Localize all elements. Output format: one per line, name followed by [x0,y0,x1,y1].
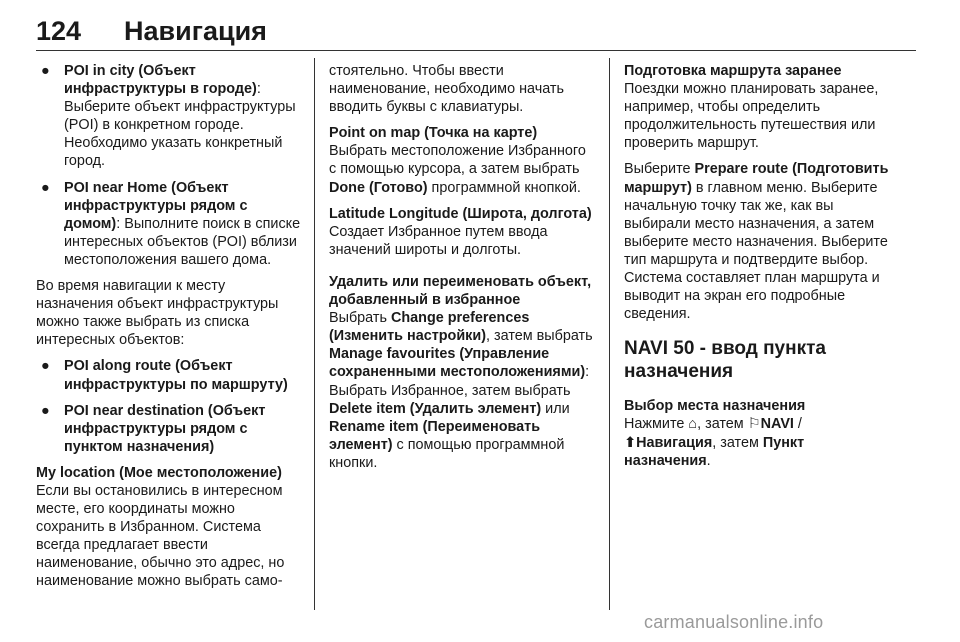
bold-term: Пункт назначения [624,434,805,469]
paragraph [329,142,597,196]
bold-term: Prepare route (Подготовить маршрут) [624,161,889,196]
bold-term: Rename item (Переименовать элемент) [329,418,541,453]
column-divider-1 [314,58,315,610]
watermark-link[interactable]: carmanualsonline.info [644,612,824,632]
paragraph: Если вы остановились в интересном месте, его координаты можно сохранить в Избранном. Система всегда предлагает ввести наименование, обычно это адрес, но наименование можно выбрать само- [36,482,285,590]
bold-term: NAVI [760,416,794,433]
poi-route-list [36,357,302,455]
section-heading: Выбор места назначения [624,398,806,415]
bold-term: Manage favourites (Управление сохраненными местоположениями) [329,346,586,381]
paragraph: Поездки можно планировать заранее, например, чтобы определить продолжительность путешествия или проверить маршрут. [624,81,879,152]
text: , затем [712,434,763,451]
paragraph: стоятельно. Чтобы ввести наименование, необходимо начать вводить буквы с клавиатуры. [329,63,564,116]
list-item-title: POI near Home (Объект инфраструктуры рядом с домом) [64,179,248,232]
bold-term: Done (Готово) [329,179,428,196]
column-1 [36,62,302,599]
poi-options-list [36,62,302,269]
bullet: ● [41,402,50,419]
home-icon: ⌂ [688,416,698,433]
paragraph [329,309,597,472]
bold-term: Delete item (Удалить элемент) [329,400,542,417]
list-item-title: POI in city (Объект инфраструктуры в городе) [64,63,257,98]
list-item [36,179,302,269]
page-header [36,16,916,50]
list-item-text: : Выполните поиск в списке интересных объектов (POI) вблизи местоположения вашего дома. [64,215,301,268]
paragraph [624,415,892,469]
flag-icon: ⚐ [747,416,761,433]
text: или [541,400,570,417]
text: . [706,452,711,469]
text: с помощью программной кнопки. [329,436,565,471]
page-number: 124 [36,16,82,46]
bullet: ● [41,358,50,375]
navigation-arrow-icon: ⬆ [624,434,637,451]
bold-term: Навигация [636,434,713,451]
list-item-title: POI near destination (Объект инфраструктуры рядом с пунктом назначения) [64,402,266,455]
column-2 [329,62,597,480]
header-rule [36,50,916,51]
text: программной кнопкой. [427,179,581,196]
column-divider-2 [609,58,610,610]
section-heading: My location (Мое местоположение) [36,464,282,481]
bold-term: Change preferences (Изменить настройки) [329,310,530,345]
paragraph: Во время навигации к месту назначения объект инфраструктуры можно также выбрать из списка интересных объектов: [36,278,279,349]
section-heading: Point on map (Точка на карте) [329,125,538,142]
text: Нажмите [624,416,689,433]
text: Выберите [624,161,695,178]
text: в главном меню. Выберите начальную точку так же, как вы выбирали место назначения, а затем выберите место назначения. Выберите тип маршрута и подтвердите выбор. Система составляет план маршрута и выводит на экран его подробные сведения. [624,179,888,323]
chapter-heading: NAVI 50 - ввод пункта назначения [624,338,826,383]
section-heading: Удалить или переименовать объект, добавленный в избранное [329,273,592,309]
section-heading: Latitude Longitude (Широта, долгота) [329,205,592,222]
list-item [36,62,302,171]
text: Выбрать [329,310,391,327]
list-item-title: POI along route (Объект инфраструктуры по маршруту) [64,358,288,393]
page-title: Навигация [124,16,267,46]
text: , затем выбрать [486,328,593,345]
paragraph: Создает Избранное путем ввода значений широты и долготы. [329,223,548,258]
section-heading: Подготовка маршрута заранее [624,63,842,79]
list-item [36,402,302,456]
bullet: ● [41,63,50,79]
bullet: ● [41,179,50,196]
text: / [793,416,802,433]
paragraph [624,160,892,323]
text: : Выбрать Избранное, затем выбрать [329,364,590,399]
text: Выбрать местоположение Избранного с помощью курсора, а затем выбрать [329,143,586,178]
list-item [36,357,302,393]
list-item-text: : Выберите объект инфраструктуры (POI) в конкретном городе. Необходимо указать конкретный город. [64,81,296,170]
text: , затем [697,416,748,433]
column-3 [624,62,892,478]
